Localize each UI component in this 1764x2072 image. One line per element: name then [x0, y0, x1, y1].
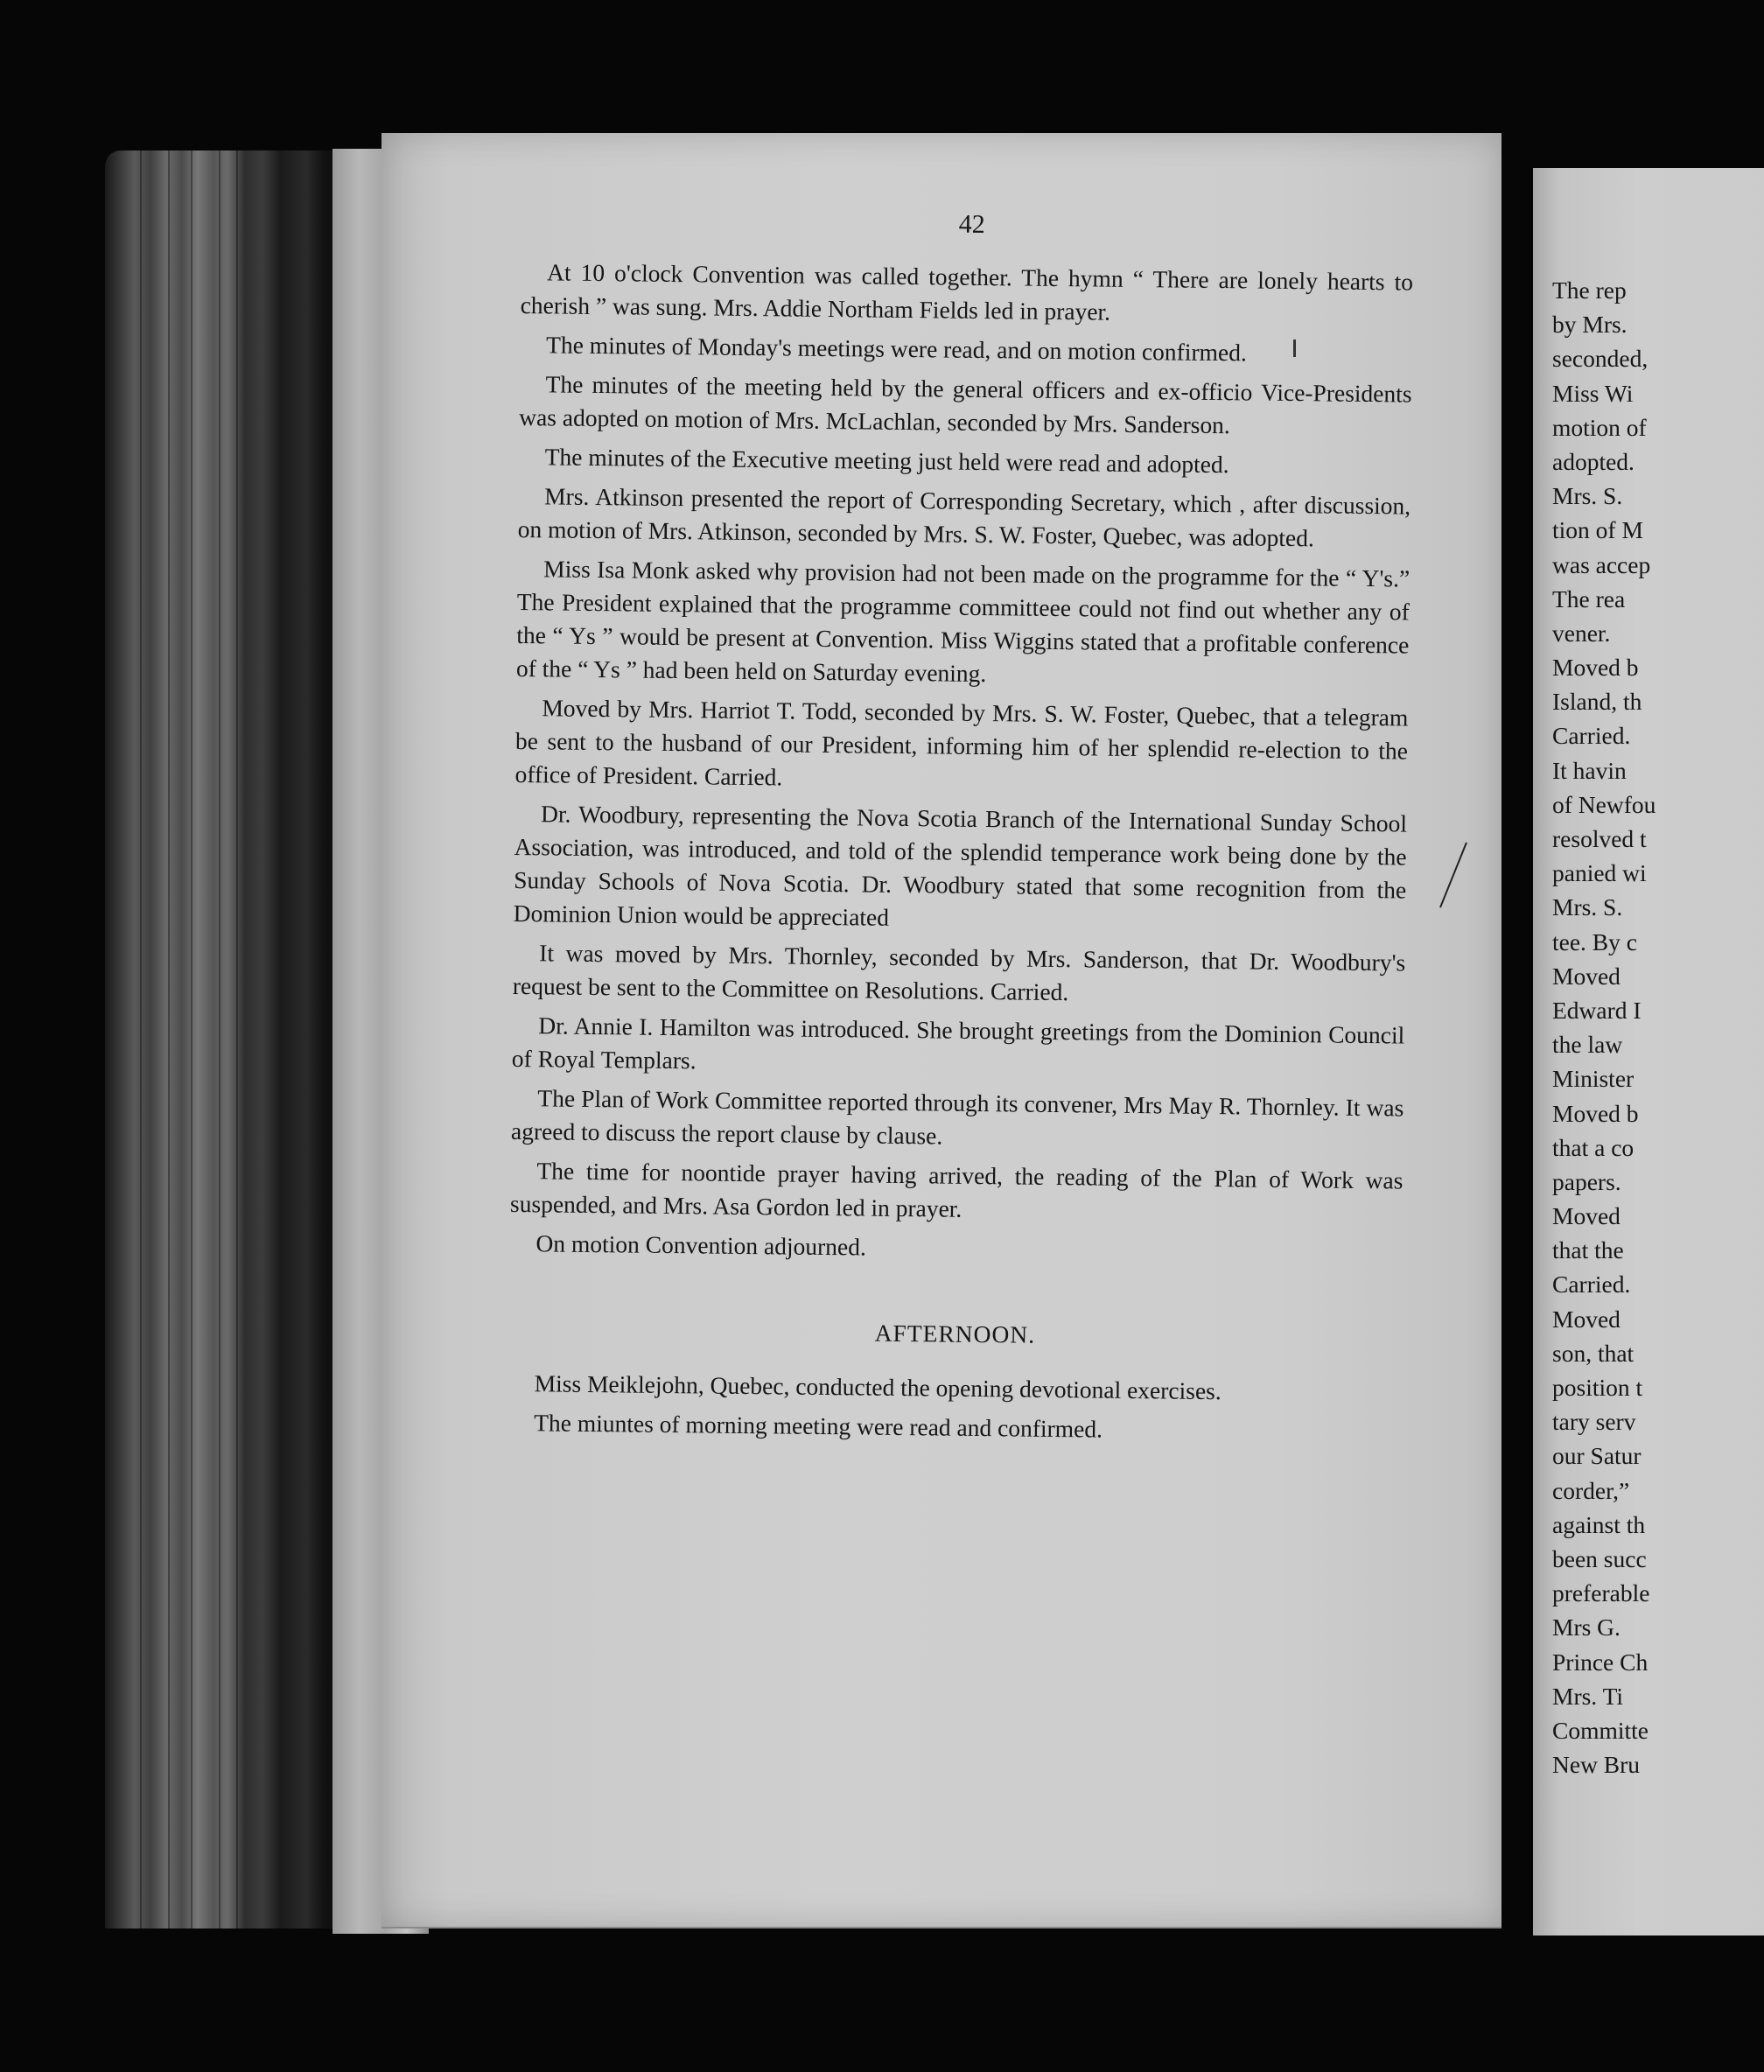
- right-page-line: by Mrs.: [1552, 311, 1628, 339]
- right-page-line: The rea: [1552, 584, 1626, 612]
- right-page-line: The rep: [1552, 276, 1627, 304]
- minutes-paragraph: Dr. Annie I. Hamilton was introduced. She brought greetings from the Dominion Council of Royal Templars.: [511, 1012, 1405, 1074]
- right-page-line: Minister: [1552, 1065, 1634, 1093]
- right-page-line: of Newfou: [1552, 790, 1656, 818]
- right-page-text: [1552, 273, 1764, 1782]
- right-page-line: Island, th: [1552, 688, 1642, 716]
- right-page-line: Miss Wi: [1552, 379, 1634, 407]
- right-page-line: papers.: [1552, 1167, 1621, 1195]
- right-page-line: that a co: [1552, 1133, 1634, 1161]
- minutes-paragraph: The minutes of Monday's meetings were read, and on motion confirmed.: [545, 331, 1248, 367]
- right-page-line: seconded,: [1552, 345, 1648, 373]
- right-page-line: Prince Ch: [1552, 1648, 1648, 1676]
- right-page-line: Mrs. S.: [1552, 482, 1623, 510]
- right-page-line: Carried.: [1552, 722, 1631, 750]
- right-page-line: tary serv: [1552, 1408, 1636, 1436]
- right-page-line: Moved: [1552, 1202, 1620, 1230]
- right-page-line: against th: [1552, 1510, 1646, 1538]
- right-page-line: tion of M: [1552, 516, 1643, 544]
- right-page-line: Carried.: [1552, 1270, 1631, 1298]
- right-page-line: the law: [1552, 1031, 1623, 1059]
- minutes-paragraph: The minutes of the meeting held by the general officers and ex-officio Vice-Presidents was adopted on motion of Mrs. McLachlan, seconded by Mrs. Sanderson.: [519, 370, 1412, 439]
- right-page-line: tee. By c: [1552, 928, 1637, 956]
- minutes-paragraph: Dr. Woodbury, representing the Nova Scotia Branch of the International Sunday School Association, was introduced, and told of the splendid temperance work being done by the Sunday Schools of Nova Scotia. Dr. Woodbury stated that some recognition from the Dominion Union would be appreciated: [513, 800, 1408, 931]
- right-page-line: Committe: [1552, 1716, 1648, 1744]
- minutes-paragraph: The minutes of the Executive meeting just held were read and adopted.: [544, 443, 1229, 479]
- afternoon-text: [508, 1367, 1401, 1450]
- right-page-line: that the: [1552, 1236, 1624, 1264]
- right-page-line: resolved t: [1552, 825, 1647, 852]
- right-page-fragment: [1533, 168, 1764, 1936]
- afternoon-paragraph: Miss Meiklejohn, Quebec, conducted the opening devotional exercises.: [534, 1369, 1222, 1405]
- minutes-paragraph: Moved by Mrs. Harriot T. Todd, seconded by Mrs. S. W. Foster, Quebec, that a telegram be sent to the husband of our President, informing him of her splendid re-election to the office of President. Carried.: [514, 694, 1409, 791]
- right-page-line: corder,”: [1552, 1476, 1630, 1504]
- right-page-line: vener.: [1552, 619, 1611, 647]
- minutes-paragraph: At 10 o'clock Convention was called together. The hymn “ There are lonely hearts to cherish ” was sung. Mrs. Addie Northam Fields led in prayer.: [520, 258, 1414, 326]
- ink-speck: [1293, 340, 1296, 357]
- minutes-paragraph: The Plan of Work Committee reported through its convener, Mrs May R. Thornley. It was agreed to discuss the report clause by clause.: [510, 1084, 1404, 1150]
- minutes-paragraph: On motion Convention adjourned.: [536, 1229, 866, 1261]
- right-page-line: New Bru: [1552, 1751, 1641, 1779]
- minutes-paragraph: The time for noontide prayer having arrived, the reading of the Plan of Work was suspended, and Mrs. Asa Gordon led in prayer.: [509, 1157, 1404, 1222]
- right-page-line: It havin: [1552, 756, 1627, 784]
- right-page-line: Mrs. Ti: [1552, 1682, 1624, 1710]
- right-page-line: Moved b: [1552, 1099, 1639, 1127]
- minutes-paragraph: Miss Isa Monk asked why provision had not been made on the programme for the “ Y's.” The President explained that the programme committeee could not find out whether any of the “ Ys ” would be present at Convention. Miss Wiggins stated that a profitable conference of the “ Ys ” had been held on Saturday evening.: [515, 555, 1410, 688]
- right-page-line: Moved b: [1552, 654, 1639, 682]
- right-page-line: Moved: [1552, 1305, 1620, 1333]
- afternoon-paragraph: The miuntes of morning meeting were read and confirmed.: [534, 1409, 1103, 1443]
- afternoon-heading: AFTERNOON.: [874, 1319, 1036, 1348]
- right-page-line: Mrs G.: [1552, 1614, 1620, 1642]
- right-page-line: was accep: [1552, 550, 1651, 578]
- right-page-line: preferable: [1552, 1579, 1650, 1607]
- right-page-line: panied wi: [1552, 859, 1647, 887]
- right-page-line: adopted.: [1552, 447, 1634, 475]
- right-page-line: Moved: [1552, 962, 1620, 990]
- page-number: 42: [958, 209, 985, 240]
- page-edge-stack: [105, 150, 341, 1928]
- right-page-line: son, that: [1552, 1339, 1634, 1367]
- right-page-line: motion of: [1552, 413, 1647, 441]
- minutes-paragraph: Mrs. Atkinson presented the report of Corresponding Secretary, which , after discussion, on motion of Mrs. Atkinson, seconded by Mrs. S. W. Foster, Quebec, was adopted.: [517, 482, 1411, 552]
- right-page-line: Mrs. S.: [1552, 893, 1623, 921]
- right-page-line: our Satur: [1552, 1442, 1642, 1470]
- minutes-paragraph: It was moved by Mrs. Thornley, seconded by Mrs. Sanderson, that Dr. Woodbury's request be sent to the Committee on Resolutions. Carried.: [512, 939, 1406, 1006]
- right-page-line: Edward I: [1552, 996, 1642, 1024]
- page-content: [502, 203, 1414, 1901]
- right-page-line: position t: [1552, 1374, 1643, 1401]
- right-page-line: been succ: [1552, 1544, 1647, 1572]
- minutes-text: [509, 256, 1413, 1270]
- left-page: [382, 133, 1502, 1928]
